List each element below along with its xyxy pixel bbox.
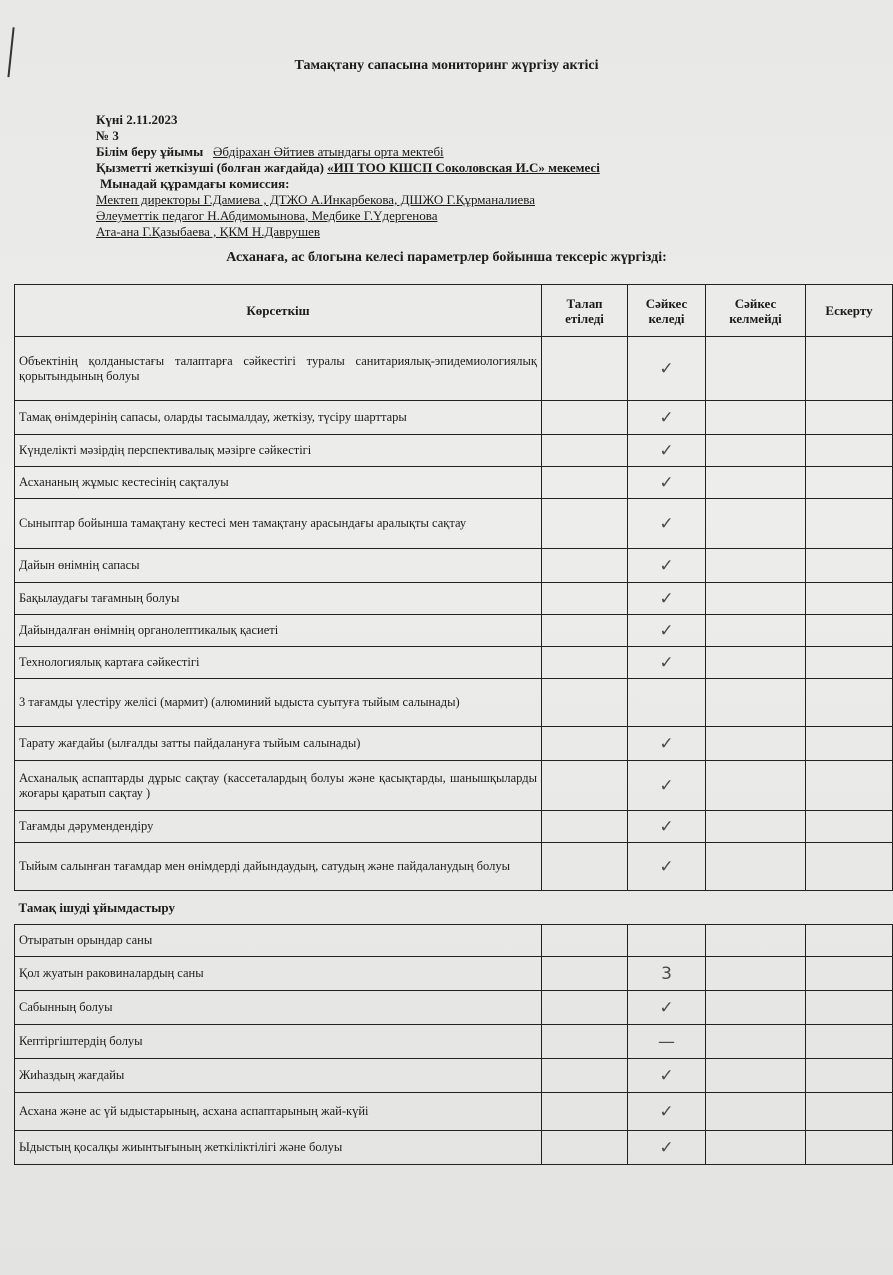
commission-line-2: Әлеуметтік педагог Н.Абдимомынова, Медбике Г.Үдергенова [96, 208, 438, 223]
complies-cell: ✓ [628, 435, 706, 467]
table-row [15, 647, 893, 679]
supplier-label: Қызметті жеткізуші (болған жағдайда) [96, 160, 324, 175]
indicator-cell: Тыйым салынған тағамдар мен өнімдерді дайындаудың, сатудың және пайдаланудың болуы [15, 843, 542, 891]
required-cell [542, 337, 628, 401]
complies-cell: ✓ [628, 1059, 706, 1093]
indicator-cell: Ыдыстың қосалқы жиынтығының жеткіліктілігі және болуы [15, 1131, 542, 1165]
table-row [15, 925, 893, 957]
header-required: Талап етіледі [542, 285, 628, 337]
required-cell [542, 401, 628, 435]
complies-cell [628, 679, 706, 727]
school-line [96, 144, 600, 160]
not-complies-cell [706, 727, 806, 761]
required-cell [542, 499, 628, 549]
commission-label: Мынадай құрамдағы комиссия: [100, 176, 290, 191]
not-complies-cell [706, 549, 806, 583]
inspection-subtitle: Асханаға, ас блогына келесі параметрлер бойынша тексеріс жүргізді: [226, 250, 667, 265]
not-complies-cell [706, 991, 806, 1025]
required-cell [542, 467, 628, 499]
table-row [15, 467, 893, 499]
required-cell [542, 957, 628, 991]
table-row [15, 549, 893, 583]
note-cell [806, 337, 893, 401]
note-cell [806, 925, 893, 957]
note-cell [806, 549, 893, 583]
required-cell [542, 679, 628, 727]
indicator-cell: Кептіргіштердің болуы [15, 1025, 542, 1059]
note-cell [806, 435, 893, 467]
not-complies-cell [706, 401, 806, 435]
table-row [15, 401, 893, 435]
not-complies-cell [706, 679, 806, 727]
required-cell [542, 1059, 628, 1093]
note-cell [806, 727, 893, 761]
complies-cell: ✓ [628, 647, 706, 679]
complies-cell: ✓ [628, 843, 706, 891]
indicator-cell: Дайындалған өнімнің органолептикалық қасиеті [15, 615, 542, 647]
indicator-cell: Отыратын орындар саны [15, 925, 542, 957]
header-indicator: Көрсеткіш [15, 285, 542, 337]
complies-cell [628, 925, 706, 957]
not-complies-cell [706, 1025, 806, 1059]
not-complies-cell [706, 925, 806, 957]
complies-cell: ✓ [628, 499, 706, 549]
indicator-cell: Асхананың жұмыс кестесінің сақталуы [15, 467, 542, 499]
not-complies-cell [706, 499, 806, 549]
not-complies-cell [706, 435, 806, 467]
complies-cell: — [628, 1025, 706, 1059]
table-row [15, 957, 893, 991]
table-body-dining [15, 925, 893, 1165]
note-cell [806, 1025, 893, 1059]
indicator-cell: Бақылаудағы тағамның болуы [15, 583, 542, 615]
complies-cell: ✓ [628, 761, 706, 811]
required-cell [542, 991, 628, 1025]
not-complies-cell [706, 1093, 806, 1131]
table-row [15, 679, 893, 727]
note-cell [806, 1059, 893, 1093]
indicator-cell: Тарату жағдайы (ылғалды затты пайдалануға тыйым салынады) [15, 727, 542, 761]
not-complies-cell [706, 761, 806, 811]
not-complies-cell [706, 337, 806, 401]
not-complies-cell [706, 647, 806, 679]
table-row [15, 991, 893, 1025]
not-complies-cell [706, 467, 806, 499]
complies-cell: ✓ [628, 1093, 706, 1131]
required-cell [542, 1025, 628, 1059]
indicator-cell: Технологиялық картаға сәйкестігі [15, 647, 542, 679]
table-row [15, 583, 893, 615]
school-value: Әбдірахан Әйтиев атындағы орта мектебі [213, 144, 444, 159]
commission-line-3: Ата-ана Г.Қазыбаева , ҚКМ Н.Даврушев [96, 224, 320, 239]
table-row [15, 435, 893, 467]
indicator-cell: Асханалық аспаптарды дұрыс сақтау (кассеталардың болуы және қасықтарды, шанышқыларды жоғары қаратып сақтау ) [15, 761, 542, 811]
not-complies-cell [706, 583, 806, 615]
note-cell [806, 991, 893, 1025]
required-cell [542, 843, 628, 891]
commission-line-1: Мектеп директоры Г.Дамиева , ДТЖО А.Инкарбекова, ДШЖО Г.Құрманалиева [96, 192, 535, 207]
required-cell [542, 761, 628, 811]
complies-cell: ✓ [628, 337, 706, 401]
table-row [15, 761, 893, 811]
table-row [15, 811, 893, 843]
supplier-value: «ИП ТОО КШСП Соколовская И.С» мекемесі [327, 160, 600, 175]
indicator-cell: Сабынның болуы [15, 991, 542, 1025]
note-cell [806, 811, 893, 843]
note-cell [806, 843, 893, 891]
note-cell [806, 583, 893, 615]
section-title: Тамақ ішуді ұйымдастыру [15, 891, 893, 925]
note-cell [806, 1093, 893, 1131]
note-cell [806, 467, 893, 499]
supplier-line [96, 160, 600, 176]
table-row [15, 843, 893, 891]
complies-cell: ✓ [628, 467, 706, 499]
table-row [15, 1131, 893, 1165]
not-complies-cell [706, 843, 806, 891]
header-block [96, 112, 600, 240]
required-cell [542, 647, 628, 679]
complies-cell: ✓ [628, 991, 706, 1025]
not-complies-cell [706, 811, 806, 843]
header-complies: Сәйкес келеді [628, 285, 706, 337]
complies-cell: ✓ [628, 811, 706, 843]
complies-cell: ✓ [628, 583, 706, 615]
indicator-cell: Күнделікті мәзірдің перспективалық мәзірге сәйкестігі [15, 435, 542, 467]
required-cell [542, 583, 628, 615]
note-cell [806, 1131, 893, 1165]
document-number: № 3 [96, 128, 119, 143]
table-row [15, 1093, 893, 1131]
note-cell [806, 401, 893, 435]
not-complies-cell [706, 1059, 806, 1093]
indicator-cell: Асхана және ас үй ыдыстарының, асхана аспаптарының жай-күйі [15, 1093, 542, 1131]
not-complies-cell [706, 957, 806, 991]
indicator-cell: 3 тағамды үлестіру желісі (мармит) (алюминий ыдыста суытуға тыйым салынады) [15, 679, 542, 727]
required-cell [542, 925, 628, 957]
table-row [15, 337, 893, 401]
indicator-cell: Тағамды дәрумендендіру [15, 811, 542, 843]
complies-cell: ✓ [628, 615, 706, 647]
required-cell [542, 1093, 628, 1131]
required-cell [542, 615, 628, 647]
indicator-cell: Жиһаздың жағдайы [15, 1059, 542, 1093]
document-date: Күні 2.11.2023 [96, 112, 178, 127]
required-cell [542, 727, 628, 761]
table-body-main [15, 337, 893, 891]
required-cell [542, 549, 628, 583]
complies-cell: ✓ [628, 401, 706, 435]
indicator-cell: Сыныптар бойынша тамақтану кестесі мен тамақтану арасындағы аралықты сақтау [15, 499, 542, 549]
note-cell [806, 957, 893, 991]
not-complies-cell [706, 1131, 806, 1165]
indicator-cell: Дайын өнімнің сапасы [15, 549, 542, 583]
required-cell [542, 1131, 628, 1165]
table-section [15, 891, 893, 925]
table-header-row [15, 285, 893, 337]
note-cell [806, 647, 893, 679]
table-row [15, 615, 893, 647]
indicator-cell: Тамақ өнімдерінің сапасы, оларды тасымалдау, жеткізу, түсіру шарттары [15, 401, 542, 435]
note-cell [806, 761, 893, 811]
school-label: Білім беру ұйымы [96, 144, 204, 159]
header-note: Ескерту [806, 285, 893, 337]
required-cell [542, 435, 628, 467]
header-not-complies: Сәйкес келмейді [706, 285, 806, 337]
not-complies-cell [706, 615, 806, 647]
note-cell [806, 615, 893, 647]
note-cell [806, 679, 893, 727]
complies-cell: ✓ [628, 549, 706, 583]
table-row [15, 499, 893, 549]
table-row [15, 1025, 893, 1059]
table-row [15, 727, 893, 761]
complies-cell: 3 [628, 957, 706, 991]
monitoring-table [14, 284, 893, 1165]
note-cell [806, 499, 893, 549]
indicator-cell: Объектінің қолданыстағы талаптарға сәйкестігі туралы санитариялық-эпидемиологиялық қорытындының болуы [15, 337, 542, 401]
complies-cell: ✓ [628, 1131, 706, 1165]
table-row [15, 1059, 893, 1093]
document-title: Тамақтану сапасына мониторинг жүргізу актісі [294, 58, 599, 73]
required-cell [542, 811, 628, 843]
complies-cell: ✓ [628, 727, 706, 761]
indicator-cell: Қол жуатын раковиналардың саны [15, 957, 542, 991]
